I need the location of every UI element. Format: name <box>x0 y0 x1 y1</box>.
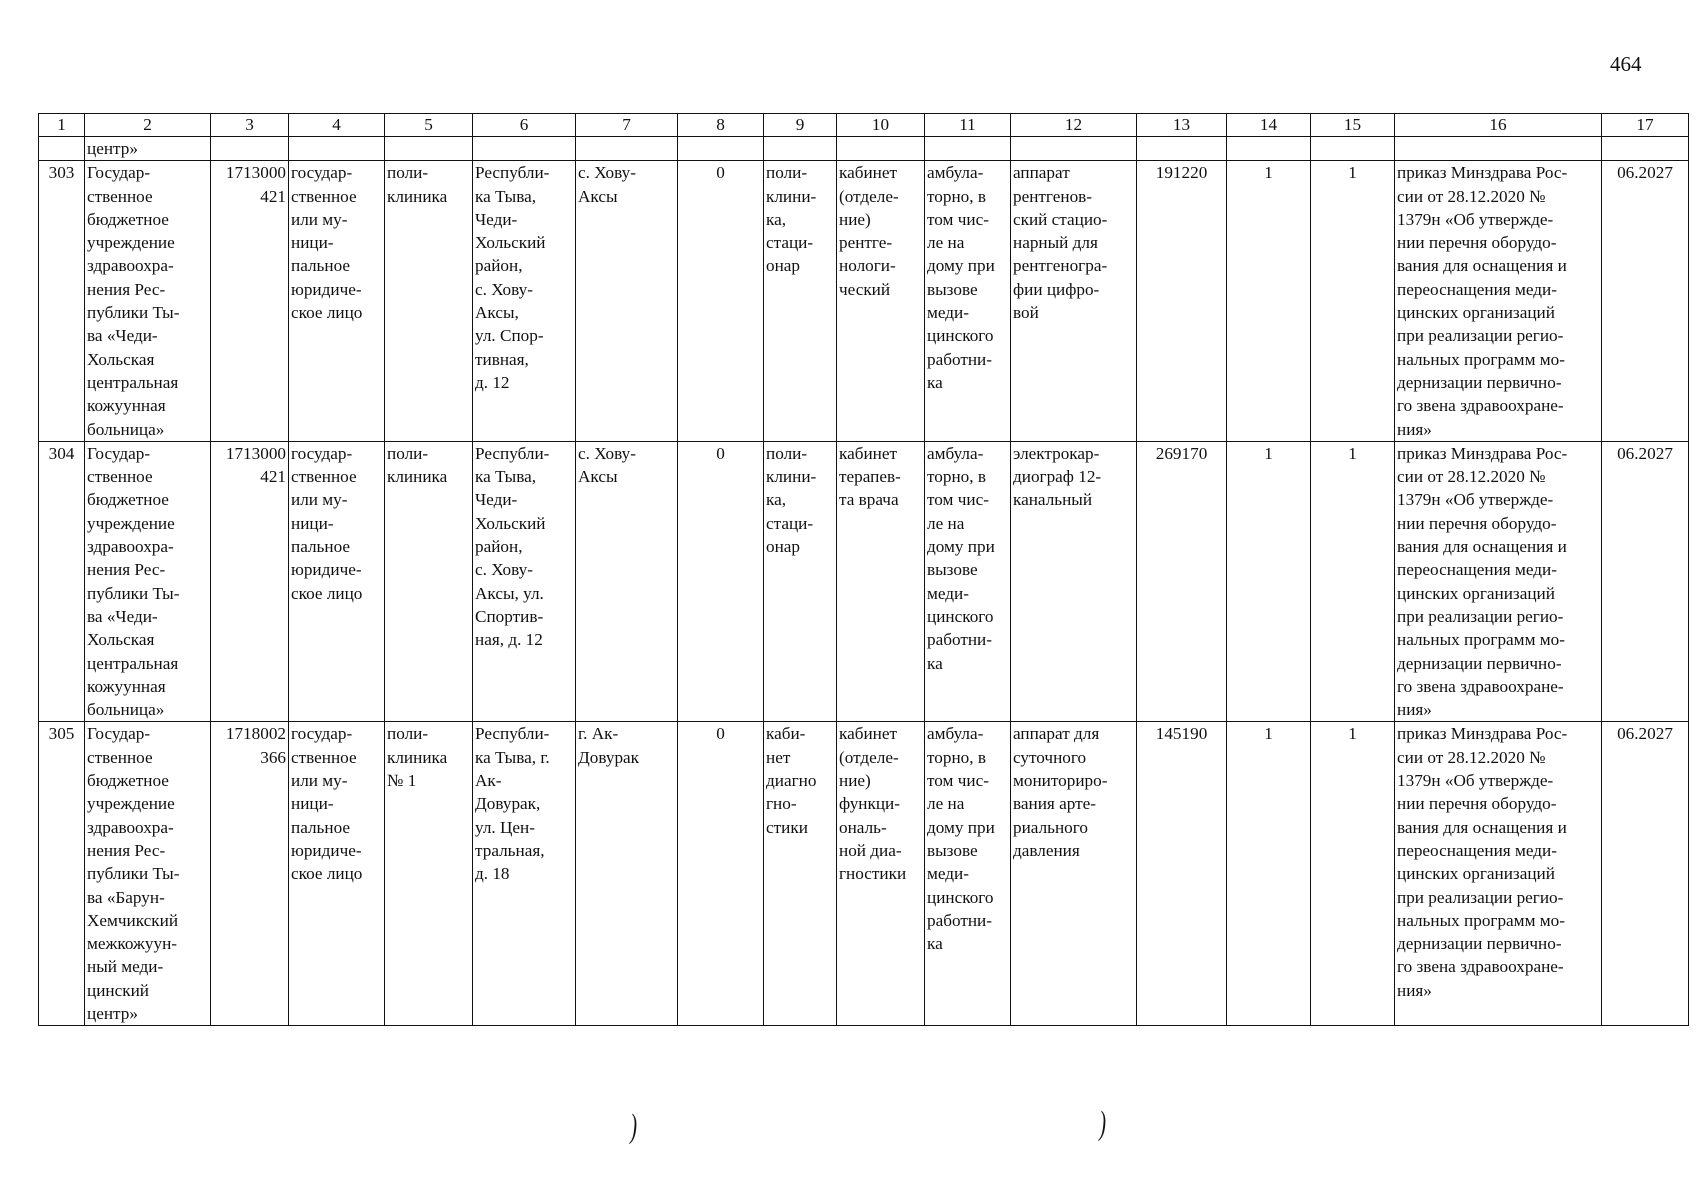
empty-cell <box>1395 137 1602 161</box>
care-conditions: амбула- торно, в том чис- ле на дому при вызове меди- цинского работни- ка <box>925 441 1011 722</box>
footer-mark: ) <box>630 1108 638 1145</box>
care-conditions: амбула- торно, в том чис- ле на дому при вызове меди- цинского работни- ка <box>925 722 1011 1026</box>
locality: г. Ак- Довурак <box>576 722 678 1026</box>
quantity: 1 <box>1227 722 1311 1026</box>
header-cell: 7 <box>576 114 678 137</box>
continuation-text: центр» <box>85 137 211 161</box>
header-cell: 15 <box>1311 114 1395 137</box>
page-number: 464 <box>1610 52 1642 76</box>
empty-cell <box>289 137 385 161</box>
col-9-value: поли- клини- ка, стаци- онар <box>764 161 837 442</box>
empty-cell <box>385 137 473 161</box>
institution-name: Государ- ственное бюджетное учреждение здравоохра- нения Рес- публики Ты- ва «Чеди- Хольская центральная кожуунная больница» <box>85 161 211 442</box>
address: Республи- ка Тыва, Чеди- Хольский район, с. Хову- Аксы, ул. Спор- тивная, д. 12 <box>473 161 576 442</box>
header-cell: 16 <box>1395 114 1602 137</box>
equipment: аппарат для суточного мониториро- вания арте- риального давления <box>1011 722 1137 1026</box>
header-cell: 13 <box>1137 114 1227 137</box>
header-cell: 6 <box>473 114 576 137</box>
address: Республи- ка Тыва, Чеди- Хольский район, с. Хову- Аксы, ул. Спортив- ная, д. 12 <box>473 441 576 722</box>
header-cell: 5 <box>385 114 473 137</box>
empty-cell <box>764 137 837 161</box>
empty-cell <box>473 137 576 161</box>
table-row <box>39 161 1689 442</box>
unit-type: поли- клиника <box>385 161 473 442</box>
table-row <box>39 722 1689 1026</box>
equipment-code: 269170 <box>1137 441 1227 722</box>
legal-basis: приказ Минздрава Рос- сии от 28.12.2020 № 1379н «Об утвержде- нии перечня оборудо- вания для оснащения и переоснащения меди- цинских организаций при реализации регио- нальных программ мо- дернизации первично- го звена здравоохране- ния» <box>1395 161 1602 442</box>
empty-cell <box>211 137 289 161</box>
col-8-value: 0 <box>678 161 764 442</box>
continuation-row <box>39 137 1689 161</box>
header-row <box>39 114 1689 137</box>
department: кабинет (отделе- ние) рентге- нологи- ческий <box>837 161 925 442</box>
address: Республи- ка Тыва, г. Ак- Довурак, ул. Цен- тральная, д. 18 <box>473 722 576 1026</box>
col-9-value: поли- клини- ка, стаци- онар <box>764 441 837 722</box>
quantity-2: 1 <box>1311 441 1395 722</box>
empty-cell <box>1227 137 1311 161</box>
deadline: 06.2027 <box>1602 441 1689 722</box>
header-cell: 9 <box>764 114 837 137</box>
quantity: 1 <box>1227 161 1311 442</box>
institution-name: Государ- ственное бюджетное учреждение здравоохра- нения Рес- публики Ты- ва «Чеди- Хольская центральная кожуунная больница» <box>85 441 211 722</box>
empty-cell <box>678 137 764 161</box>
quantity: 1 <box>1227 441 1311 722</box>
table-row <box>39 441 1689 722</box>
institution-code: 1713000 421 <box>211 441 289 722</box>
deadline: 06.2027 <box>1602 161 1689 442</box>
ownership-type: государ- ственное или му- ници- пальное юридиче- ское лицо <box>289 722 385 1026</box>
empty-cell <box>925 137 1011 161</box>
header-cell: 8 <box>678 114 764 137</box>
header-cell: 14 <box>1227 114 1311 137</box>
header-cell: 17 <box>1602 114 1689 137</box>
header-cell: 12 <box>1011 114 1137 137</box>
row-number: 303 <box>39 161 85 442</box>
ownership-type: государ- ственное или му- ници- пальное юридиче- ское лицо <box>289 441 385 722</box>
empty-cell <box>1011 137 1137 161</box>
legal-basis: приказ Минздрава Рос- сии от 28.12.2020 № 1379н «Об утвержде- нии перечня оборудо- вания для оснащения и переоснащения меди- цинских организаций при реализации регио- нальных программ мо- дернизации первично- го звена здравоохране- ния» <box>1395 441 1602 722</box>
data-table <box>38 113 1689 1026</box>
deadline: 06.2027 <box>1602 722 1689 1026</box>
header-cell: 10 <box>837 114 925 137</box>
empty-cell <box>1137 137 1227 161</box>
header-cell: 11 <box>925 114 1011 137</box>
quantity-2: 1 <box>1311 722 1395 1026</box>
legal-basis: приказ Минздрава Рос- сии от 28.12.2020 № 1379н «Об утвержде- нии перечня оборудо- вания для оснащения и переоснащения меди- цинских организаций при реализации регио- нальных программ мо- дернизации первично- го звена здравоохране- ния» <box>1395 722 1602 1026</box>
footer-mark: ) <box>1099 1105 1107 1142</box>
empty-cell <box>39 137 85 161</box>
equipment: электрокар- диограф 12- канальный <box>1011 441 1137 722</box>
header-cell: 4 <box>289 114 385 137</box>
institution-code: 1713000 421 <box>211 161 289 442</box>
department: кабинет терапев- та врача <box>837 441 925 722</box>
row-number: 305 <box>39 722 85 1026</box>
department: кабинет (отделе- ние) функци- ональ- ной диа- гностики <box>837 722 925 1026</box>
col-8-value: 0 <box>678 722 764 1026</box>
care-conditions: амбула- торно, в том чис- ле на дому при вызове меди- цинского работни- ка <box>925 161 1011 442</box>
ownership-type: государ- ственное или му- ници- пальное юридиче- ское лицо <box>289 161 385 442</box>
empty-cell <box>1311 137 1395 161</box>
locality: с. Хову- Аксы <box>576 441 678 722</box>
header-cell: 1 <box>39 114 85 137</box>
col-9-value: каби- нет диагно гно- стики <box>764 722 837 1026</box>
equipment-code: 191220 <box>1137 161 1227 442</box>
institution-code: 1718002 366 <box>211 722 289 1026</box>
quantity-2: 1 <box>1311 161 1395 442</box>
locality: с. Хову- Аксы <box>576 161 678 442</box>
empty-cell <box>576 137 678 161</box>
unit-type: поли- клиника <box>385 441 473 722</box>
header-cell: 3 <box>211 114 289 137</box>
empty-cell <box>1602 137 1689 161</box>
institution-name: Государ- ственное бюджетное учреждение здравоохра- нения Рес- публики Ты- ва «Барун- Хемчикский межкожуун- ный меди- цинский центр» <box>85 722 211 1026</box>
equipment-code: 145190 <box>1137 722 1227 1026</box>
col-8-value: 0 <box>678 441 764 722</box>
unit-type: поли- клиника № 1 <box>385 722 473 1026</box>
header-cell: 2 <box>85 114 211 137</box>
row-number: 304 <box>39 441 85 722</box>
empty-cell <box>837 137 925 161</box>
equipment: аппарат рентгенов- ский стацио- нарный для рентгеногра- фии цифро- вой <box>1011 161 1137 442</box>
